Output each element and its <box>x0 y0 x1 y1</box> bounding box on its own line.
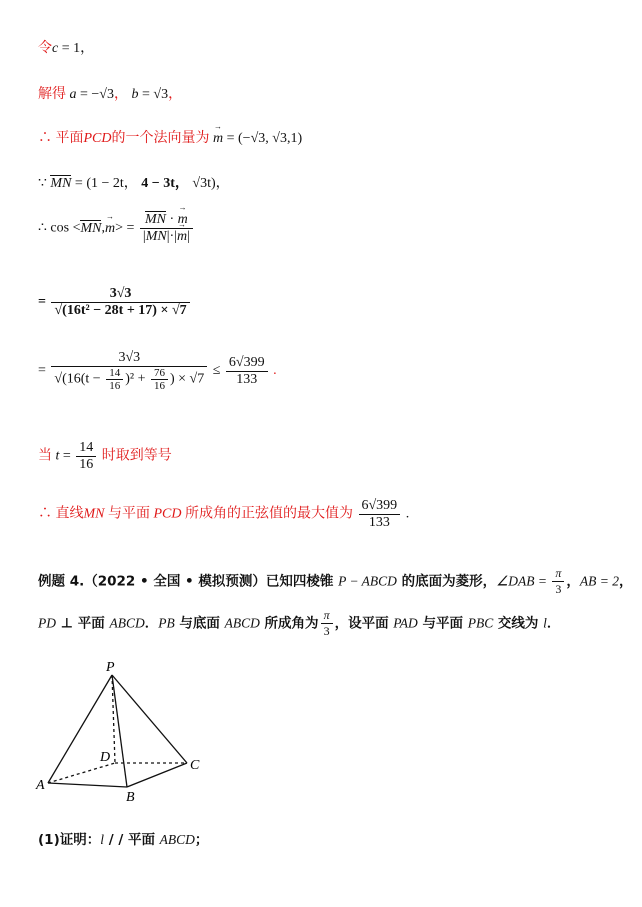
solution-line-8 <box>38 440 172 473</box>
text: ∴ 平面 <box>38 131 84 146</box>
text: ∵ <box>38 176 51 191</box>
label-d: D <box>100 750 111 765</box>
numerator: 3√3 <box>51 350 207 367</box>
text: ， <box>566 573 580 590</box>
vector-m: m → <box>213 131 223 147</box>
math-var: b <box>131 87 139 102</box>
math-var: ABCD <box>159 832 195 847</box>
denominator: 133 <box>368 515 390 530</box>
solution-line-4 <box>38 172 230 192</box>
fraction <box>359 498 401 531</box>
text: 时取到等号 <box>98 448 172 464</box>
math-text: ∠DAB = <box>496 573 551 589</box>
math-text: · <box>166 212 178 227</box>
numerator: 76 <box>151 367 168 380</box>
text: 当 <box>38 448 56 464</box>
text: 所成角的正弦值的最大值为 <box>181 506 357 522</box>
pyramid-figure <box>30 655 230 805</box>
text: 的一个法向量为 <box>111 131 213 146</box>
fraction <box>51 350 207 392</box>
math-var: P − ABCD <box>338 573 397 589</box>
math-text: = <box>38 294 46 310</box>
solution-line-6 <box>38 286 192 319</box>
text: ． <box>144 615 159 632</box>
math-text: )² + <box>125 371 149 387</box>
example-line-2 <box>38 608 560 639</box>
math-text: > = <box>115 220 135 236</box>
numerator: π <box>552 566 564 582</box>
text: ． <box>546 615 561 632</box>
inner-fraction <box>151 367 168 392</box>
example-heading <box>38 566 632 597</box>
math-text: = √3 <box>138 87 169 102</box>
math-text: = (−√3, √3,1) <box>223 131 303 146</box>
numerator: 3√3 <box>51 286 189 303</box>
label-b: B <box>126 790 135 805</box>
text: ， <box>168 87 183 102</box>
numerator: 6√399 <box>226 355 268 372</box>
math-text: . <box>402 506 410 522</box>
math-text: |·| <box>166 229 177 244</box>
text: ，设平面 <box>334 615 394 632</box>
math-text: ∴ cos < <box>38 220 81 236</box>
text: 与平面 <box>104 506 154 522</box>
numerator: 14 <box>76 440 96 457</box>
text: . <box>273 363 277 379</box>
math-var: PCD <box>153 506 182 522</box>
math-text: AB = 2 <box>579 573 619 589</box>
denominator: √(16t² − 28t + 17) × √7 <box>54 303 187 318</box>
math-text: = <box>38 363 46 379</box>
vector-mn: MN <box>80 220 102 236</box>
solution-line-2 <box>38 83 182 103</box>
text: / / 平面 <box>104 832 160 848</box>
fraction: $\frac{MN \cdot m \to}{|MN|\cdot|m \to|}$ <box>140 212 193 245</box>
math-var: t <box>55 448 60 464</box>
math-var: ABCD <box>224 615 260 631</box>
vector-mn: MN <box>145 212 166 227</box>
solution-line-1 <box>38 37 94 57</box>
text: ， <box>113 87 132 102</box>
vector-mn: MN <box>50 176 72 191</box>
math-text: , <box>101 220 105 236</box>
math-text: ≤ <box>212 363 224 379</box>
vector-m: m → <box>177 229 187 245</box>
text: ∴ 直线 <box>38 506 84 522</box>
edge-ab <box>48 783 127 787</box>
edge-bc <box>127 763 187 787</box>
example-label: 例题 4.（2022 • 全国 • 模拟预测）已知四棱锥 <box>38 573 339 590</box>
math-var: PBC <box>467 615 494 631</box>
numerator: π <box>321 608 333 624</box>
numerator: 6√399 <box>359 498 401 515</box>
math-var: ABCD <box>109 615 145 631</box>
solution-line-5 <box>38 212 195 245</box>
vector-m: m → <box>178 212 188 228</box>
denominator: 133 <box>236 371 258 387</box>
denominator: 3 <box>555 582 562 596</box>
label-a: A <box>36 778 45 793</box>
numerator: 14 <box>106 367 123 380</box>
text: 的底面为菱形， <box>396 573 497 590</box>
text: ， <box>618 573 633 590</box>
math-var: c <box>52 41 59 56</box>
math-text: √(16(t − <box>54 371 105 387</box>
denominator <box>51 367 207 392</box>
question-label: (1)证明： <box>38 832 101 848</box>
math-var: PCD <box>83 131 112 146</box>
denominator: 3 <box>323 624 330 638</box>
math-text: = −√3 <box>76 87 114 102</box>
math-var: PD <box>38 615 56 631</box>
text: 交线为 <box>493 615 544 632</box>
math-var: PB <box>158 615 175 631</box>
denominator: 16 <box>153 380 165 392</box>
solution-line-7 <box>38 350 277 392</box>
math-var: MN <box>83 506 105 522</box>
text: 与底面 <box>174 615 225 632</box>
math-text: = <box>59 448 75 464</box>
math-text: ) × √7 <box>169 371 205 387</box>
text: 令 <box>38 41 52 56</box>
denominator: 16 <box>79 457 94 472</box>
text: 与平面 <box>417 615 468 632</box>
denominator: 16 <box>109 380 121 392</box>
solution-line-3 <box>38 127 302 147</box>
math-text: = (1 − 2t， <box>71 176 142 191</box>
vector-m: m → <box>105 221 115 237</box>
text: 所成角为 <box>259 615 319 632</box>
math-text: = 1， <box>58 41 95 56</box>
fraction <box>321 608 333 639</box>
label-c: C <box>190 758 200 773</box>
fraction <box>552 566 564 597</box>
edge-pc <box>112 675 187 763</box>
question-1 <box>38 828 208 848</box>
text: 解得 <box>38 87 70 102</box>
fraction <box>76 440 96 473</box>
math-text: √3t)， <box>188 176 230 191</box>
math-text: 4 − 3t， <box>141 176 189 191</box>
math-var: a <box>69 87 77 102</box>
math-var: l <box>100 832 104 847</box>
fraction <box>226 355 268 388</box>
text: ⊥ 平面 <box>56 615 110 632</box>
math-var: l <box>543 615 547 631</box>
fraction <box>51 286 189 319</box>
vector-mn: MN <box>145 229 167 244</box>
solution-line-9 <box>38 498 409 531</box>
math-var: PAD <box>393 615 418 631</box>
inner-fraction <box>106 367 123 392</box>
label-p: P <box>106 660 115 675</box>
text: ； <box>194 832 209 848</box>
